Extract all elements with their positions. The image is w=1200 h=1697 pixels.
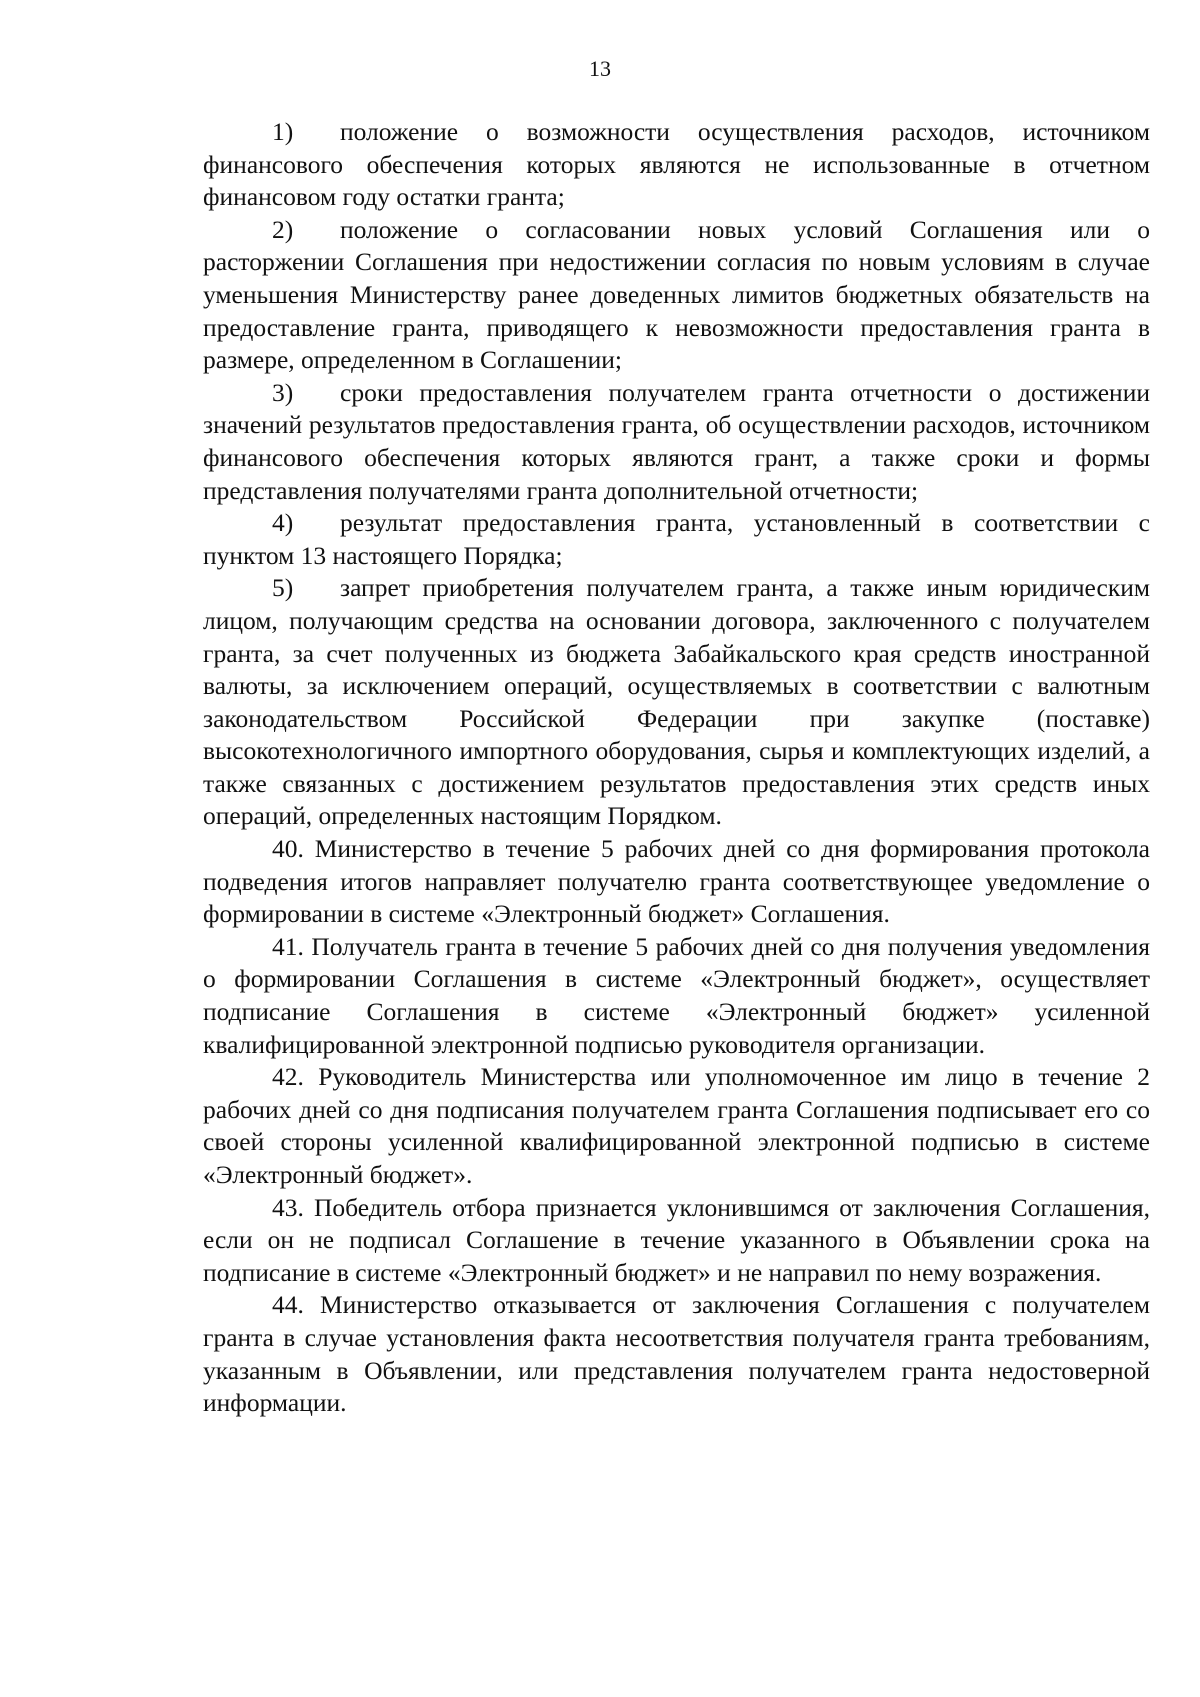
list-item-text: положение о возможности осуществления расходов, источником финансового обеспечения которых являются не использованные в отчетном финансовом году остатки гранта;: [203, 117, 1150, 212]
page-number: 13: [589, 56, 611, 81]
list-item: [203, 214, 1150, 377]
paragraph-42: 42. Руководитель Министерства или уполномоченное им лицо в течение 2 рабочих дней со дня подписания получателем гранта Соглашения подписывает его со своей стороны усиленной квалифицированной электронной подписью в системе «Электронный бюджет».: [203, 1062, 1150, 1189]
list-item: [203, 116, 1150, 214]
paragraph-41: 41. Получатель гранта в течение 5 рабочих дней со дня получения уведомления о формировании Соглашения в системе «Электронный бюджет», осуществляет подписание Соглашения в системе «Электронный бюджет» усиленной квалифицированной электронной подписью руководителя организации.: [203, 931, 1150, 1059]
paragraph-44: 44. Министерство отказывается от заключения Соглашения с получателем гранта в случае установления факта несоответствия получателя гранта требованиям, указанным в Объявлении, или представления получателем гранта недостоверной информации.: [203, 1290, 1150, 1418]
list-item-text: положение о согласовании новых условий Соглашения или о расторжении Соглашения при недостижении согласия по новым условиям в случае уменьшения Министерству ранее доведенных лимитов бюджетных обязательств на предоставление гранта, приводящего к невозможности предоставления гранта в размере, определенном в Соглашении;: [203, 214, 1150, 375]
list-item: [203, 377, 1150, 507]
list-item-number: 1): [272, 117, 294, 146]
list-item: [203, 507, 1150, 572]
list-item-text: результат предоставления гранта, установленный в соответствии с пунктом 13 настоящего Порядка;: [203, 508, 1150, 570]
list-item-text: сроки предоставления получателем гранта отчетности о достижении значений результатов предоставления гранта, об осуществлении расходов, источником финансового обеспечения которых являются грант, а также сроки и формы представления получателями гранта дополнительной отчетности;: [203, 377, 1150, 505]
document-body: [203, 116, 1150, 1420]
list-item-number: 2): [272, 214, 294, 244]
list-item-number: 3): [272, 377, 294, 407]
list-item-number: 4): [272, 508, 294, 538]
list-item-text: запрет приобретения получателем гранта, а также иным юридическим лицом, получающим средства на основании договора, заключенного с получателем гранта, за счет полученных из бюджета Забайкальского края средств иностранной валюты, за исключением операций, осуществляемых в соответствии с валютным законодательством Российской Федерации при закупке (поставке) высокотехнологичного импортного оборудования, сырья и комплектующих изделий, а также связанных с достижением результатов предоставления этих средств иных операций, определенных настоящим Порядком.: [203, 573, 1150, 831]
list-item: [203, 572, 1150, 833]
list-item-number: 5): [272, 573, 294, 603]
paragraph-40: 40. Министерство в течение 5 рабочих дней со дня формирования протокола подведения итогов направляет получателю гранта соответствующее уведомление о формировании в системе «Электронный бюджет» Соглашения.: [203, 834, 1150, 929]
paragraph-43: 43. Победитель отбора признается уклонившимся от заключения Соглашения, если он не подписал Соглашение в течение указанного в Объявлении срока на подписание в системе «Электронный бюджет» и не направил по нему возражения.: [203, 1192, 1150, 1287]
